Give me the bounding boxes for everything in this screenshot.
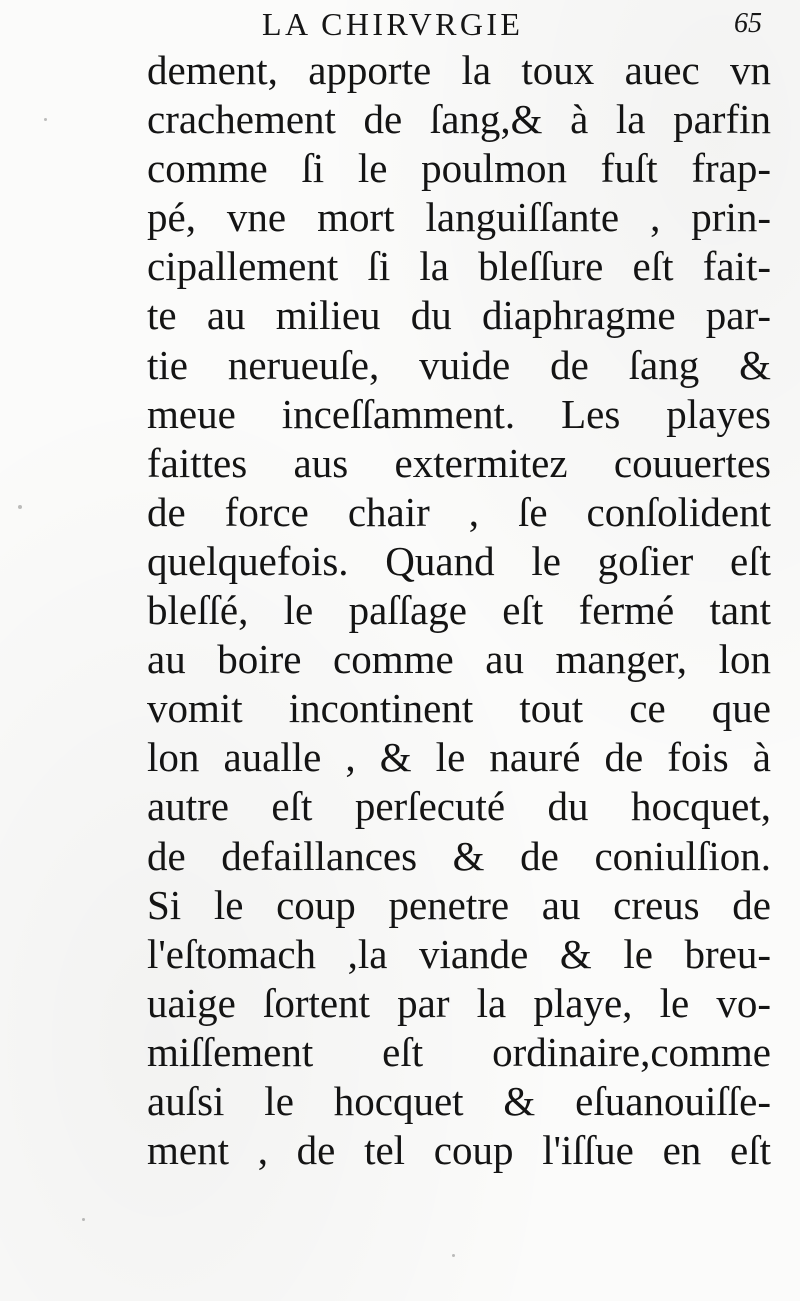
text-line: quelquefois. Quand le goſier eſt [147, 537, 771, 584]
page-header [262, 4, 762, 44]
text-line: uaige ſortent par la playe, le vo- [147, 979, 771, 1026]
text-line: de force chair , ſe conſolident [147, 488, 771, 535]
text-line: de defaillances & de coniulſion. [147, 832, 771, 879]
text-line: crachement de ſang,& à la parfin [147, 96, 771, 143]
text-line: vomit incontinent tout ce que [147, 685, 771, 732]
text-line: cipallement ſi la bleſſure eſt fait- [147, 243, 771, 290]
text-line: Si le coup penetre au creus de [147, 881, 771, 928]
body-text [147, 46, 771, 1175]
running-head: LA CHIRVRGIE [262, 6, 524, 42]
text-line: autre eſt perſecuté du hocquet, [147, 783, 771, 830]
text-line: au boire comme au manger, lon [147, 636, 771, 683]
page-number: 65 [734, 8, 762, 39]
text-line: bleſſé, le paſſage eſt fermé tant [147, 587, 771, 634]
text-line: ment , de tel coup l'iſſue en eſt [147, 1127, 771, 1174]
text-line: auſsi le hocquet & eſuanouiſſe- [147, 1077, 771, 1124]
text-line: dement, apporte la toux auec vn [147, 47, 771, 93]
text-line: tie nerueuſe, vuide de ſang & [147, 341, 771, 388]
paper-speck [82, 1218, 85, 1221]
text-line: comme ſi le poulmon fuſt frap- [147, 145, 771, 192]
paper-speck [18, 505, 22, 509]
text-line: miſſement eſt ordinaire,comme [147, 1028, 771, 1075]
text-line: te au milieu du diaphragme par- [147, 292, 771, 339]
text-line: faittes aus extermitez couuertes [147, 439, 771, 486]
text-line: meue inceſſamment. Les playes [147, 390, 771, 437]
text-line: pé, vne mort languiſſante , prin- [147, 194, 771, 241]
text-line: lon aualle , & le nauré de fois à [147, 734, 771, 781]
paper-speck [44, 118, 47, 121]
paper-speck [452, 1254, 455, 1257]
text-line: l'eſtomach ,la viande & le breu- [147, 930, 771, 977]
